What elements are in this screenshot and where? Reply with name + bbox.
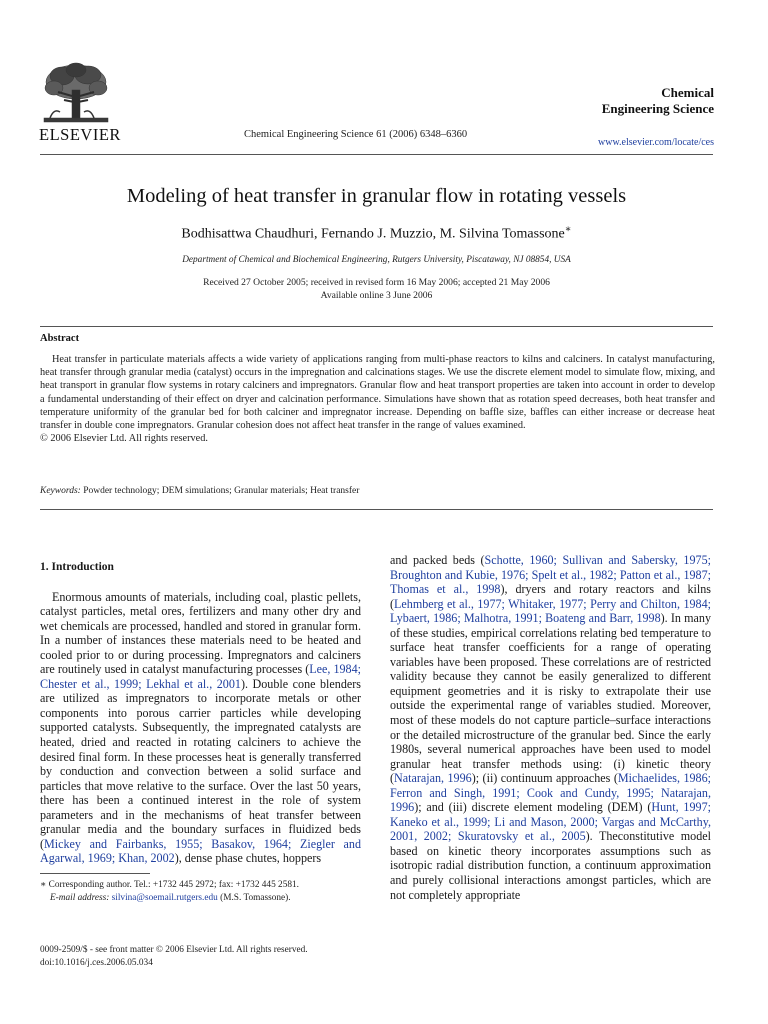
publisher-name: ELSEVIER [39, 125, 121, 144]
elsevier-tree-logo [36, 62, 116, 128]
header-rule [40, 154, 713, 155]
body-text: ). Double cone blenders are utilized as impregnators to incorporate metals or other components into porous carrier particles while developing supported catalysts. Subsequently, the impregnated catalysts are heated, dried and reacted in rotating calciners to achieve the desired final form. In these processes heat is generally transferred by conduction and convection between a solid surface and particles that move relative to the surface. Over the last 50 years, there has been a continued interest in the role of system parameters and in the mechanisms of heat transfer between granular media and the boundary surfaces in fluidized beds ( [40, 676, 361, 851]
email-label: E-mail address: [50, 892, 110, 903]
abstract-heading: Abstract [40, 333, 80, 344]
body-text: ). In many of these studies, empirical correlations relating bed temperature to surface heat transfer coefficients for a range of operating variables have been proposed. These correlations are of restricted validity because they cannot be easily generalized to different equipment geometries and it is risky to extrapolate their use outside the experimental range of variables studied. Moreover, most of these models do not capture particle–surface interactions or the detailed microstructure of the granular bed. Since the early 1980s, several numerical approaches have been used to model granular heat transfer methods using: (i) kinetic theory ( [390, 611, 711, 786]
abstract-top-rule [40, 326, 713, 327]
intro-paragraph-left [40, 590, 361, 866]
footnote-contact: ∗ Corresponding author. Tel.: +1732 445 2972; fax: +1732 445 2581. [40, 880, 299, 890]
citation-link[interactable]: Lehmberg et al., 1977; Whitaker, 1977; Perry and Chilton, 1984; Lybaert, 1986; Malhotra, 1991; Boateng and Barr, 1998 [390, 596, 711, 626]
intro-paragraph-right [390, 553, 711, 902]
citation-link[interactable]: Mickey and Fairbanks, 1955; Basakov, 1964; Ziegler and Agarwal, 1969; Khan, 2002 [40, 836, 361, 866]
citation-link[interactable]: Natarajan, 1996 [394, 771, 472, 786]
masthead-line-1: Chemical [661, 85, 714, 100]
author-names: Bodhisattwa Chaudhuri, Fernando J. Muzzio, M. Silvina Tomassone [181, 226, 565, 242]
body-text: ). Theconstitutive model based on kinetic theory incorporates assumptions such as isotropic radial distribution function, a continuum approximation and purely collisional interactions amongst particles, which are not completely appropriate [390, 829, 711, 902]
article-title: Modeling of heat transfer in granular flow in rotating vessels [126, 185, 627, 207]
doi-line[interactable]: doi:10.1016/j.ces.2006.05.034 [40, 957, 153, 968]
article-history [40, 277, 713, 302]
citation-link[interactable]: Michaelides, 1986; Ferron and Singh, 1991; Cook and Cundy, 1995; Natarajan, 1996 [390, 771, 711, 815]
publication-info [40, 944, 308, 969]
abstract-bottom-rule [40, 509, 713, 510]
masthead-line-2: Engineering Science [601, 100, 714, 116]
section-heading-introduction: 1. Introduction [40, 561, 114, 573]
available-online-date: Available online 3 June 2006 [320, 289, 433, 301]
corresponding-author-footnote [40, 879, 299, 904]
author-list [40, 224, 713, 243]
received-dates: Received 27 October 2005; received in revised form 16 May 2006; accepted 21 May 2006 [203, 277, 550, 288]
corresponding-author-mark[interactable]: ∗ [564, 224, 572, 235]
body-text: ), dryers and rotary reactors and kilns ( [390, 582, 711, 611]
abstract-copyright: © 2006 Elsevier Ltd. All rights reserved. [40, 433, 208, 445]
body-text: ); (ii) continuum approaches ( [471, 771, 618, 786]
keywords-label: Keywords: [40, 486, 81, 496]
citation-link[interactable]: Schotte, 1960; Sullivan and Sabersky, 1975; Broughton and Kubie, 1976; Spelt et al., 1982; Patton et al., 1987; Thomas et al., 1998 [390, 553, 711, 597]
abstract-text: Heat transfer in particulate materials affects a wide variety of applications ranging from multi-phase reactors to kilns and calciners. In catalyst manufacturing, heat transfer through granular media (catalyst) occurs in the impregnation and calcinations stages. We use the discrete element model to simulate flow, mixing, and heat transport in granular flow systems in rotary calciners and impregnators. Granular flow and heat transport properties are taken into account in order to develop a fundamental understanding of their effect on dryer and calcination performance. Simulations have shown that as rotation speed decreases, both heat transfer and temperature uniformity of the granular bed for both calciner and impregnator increase. Depending on baffle size, baffles can either increase or decrease heat transfer in double cone impregnators. Granular cohesion does not affect heat transfer in the range of values examined. [40, 354, 715, 432]
keywords [40, 486, 359, 496]
body-text: Enormous amounts of materials, including coal, plastic pellets, catalyst particles, metal ores, fertilizers and many other dry and wet chemicals are processed, handled and stored in granular form. In a number of instances these materials need to be heated and cooled prior to or during processing. Impregnators and calciners are routinely used in catalyst manufacturing processes ( [40, 589, 361, 677]
issn-line: 0009-2509/$ - see front matter © 2006 Elsevier Ltd. All rights reserved. [40, 945, 308, 955]
journal-citation: Chemical Engineering Science 61 (2006) 6348–6360 [244, 129, 468, 140]
citation-link[interactable]: Lee, 1984; Chester et al., 1999; Lekhal et al., 2001 [40, 662, 362, 691]
email-suffix: (M.S. Tomassone). [217, 892, 291, 903]
journal-masthead [602, 85, 714, 116]
body-column-right [390, 553, 711, 902]
body-text: ); and (iii) discrete element modeling (DEM) ( [414, 800, 652, 815]
email-link[interactable]: silvina@soemail.rutgers.edu [111, 892, 218, 903]
footnote-email-line [40, 892, 299, 905]
journal-url-link[interactable]: www.elsevier.com/locate/ces [598, 137, 714, 148]
footnote-rule [40, 873, 150, 874]
body-text: ), dense phase chutes, hoppers [174, 851, 322, 866]
body-text: and packed beds ( [390, 553, 485, 567]
abstract-body [40, 353, 715, 445]
citation-link[interactable]: Hunt, 1997; Kaneko et al., 1999; Li and Mason, 2000; Vargas and McCarthy, 2001, 2002; Skuratovsky et al., 2005 [390, 800, 711, 844]
author-affiliation: Department of Chemical and Biochemical Engineering, Rutgers University, Piscataway, NJ 08854, USA [182, 255, 571, 265]
body-column-left [40, 553, 361, 866]
keywords-list: Powder technology; DEM simulations; Granular materials; Heat transfer [80, 486, 360, 496]
